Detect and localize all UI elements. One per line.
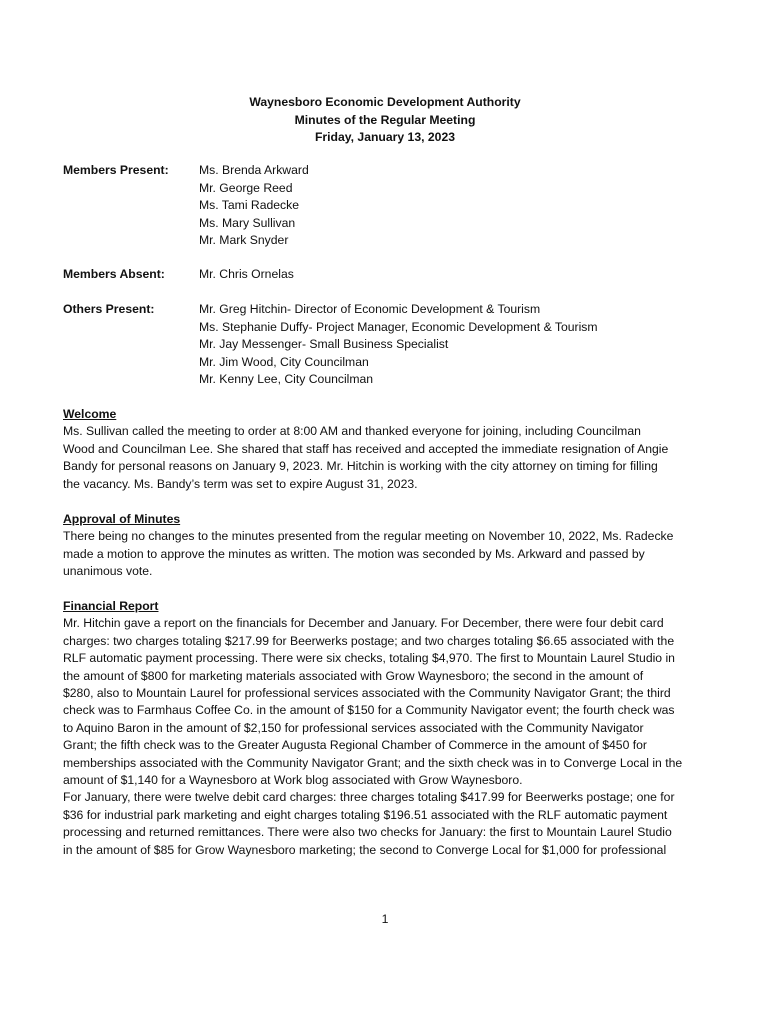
- attendee-name: Mr. Jay Messenger- Small Business Specialist: [199, 337, 449, 351]
- financial-heading: Financial Report: [63, 599, 159, 613]
- paragraph-line: processing and returned remittances. There were also two checks for January: the first to Mountain Laurel Studio: [63, 825, 672, 840]
- member-name: Mr. George Reed: [199, 180, 293, 195]
- paragraph-line: the amount of $800 for marketing materials associated with Grow Waynesboro; the second in the amount of: [63, 668, 644, 683]
- paragraph-line: Grant; the fifth check was to the Greater Augusta Regional Chamber of Commerce in the amount of $450 for: [63, 738, 647, 753]
- members-absent-label: Members Absent:: [63, 267, 165, 281]
- paragraph-line: Bandy for personal reasons on January 9, 2023. Mr. Hitchin is working with the city attorney on timing for filling: [63, 459, 658, 474]
- others-present-list: [199, 301, 598, 389]
- member-name: Ms. Tami Radecke: [199, 198, 300, 212]
- paragraph-line: the vacancy. Ms. Bandy’s term was set to expire August 31, 2023.: [63, 476, 418, 491]
- organization-name: Waynesboro Economic Development Authority: [249, 95, 521, 109]
- welcome-section: [63, 406, 711, 493]
- attendee-name: Ms. Stephanie Duffy- Project Manager, Economic Development & Tourism: [199, 319, 598, 334]
- paragraph-line: check was to Farmhaus Coffee Co. in the amount of $150 for a Community Navigator event; the fourth check was: [63, 703, 675, 718]
- paragraph-line: Wood and Councilman Lee. She shared that staff has received and accepted the immediate resignation of Angie: [63, 441, 669, 456]
- paragraph-line: $36 for industrial park marketing and eight charges totaling $196.51 associated with the RLF automatic payment: [63, 807, 668, 822]
- document-title: Minutes of the Regular Meeting: [294, 112, 476, 127]
- paragraph-line: Mr. Hitchin gave a report on the financials for December and January. For December, there were four debit card: [63, 616, 664, 631]
- document-header: [0, 94, 770, 147]
- attendee-name: Mr. Kenny Lee, City Councilman: [199, 372, 374, 386]
- financial-report-section: [63, 598, 711, 859]
- paragraph-line: There being no changes to the minutes presented from the regular meeting on November 10, 2022, Ms. Radecke: [63, 529, 674, 544]
- paragraph-line: amount of $1,140 for a Waynesboro at Work blog associated with Grow Waynesboro.: [63, 773, 523, 788]
- paragraph-line: $280, also to Mountain Laurel for professional services associated with the Community Navigator Grant; the third: [63, 686, 671, 701]
- paragraph-line: in the amount of $85 for Grow Waynesboro marketing; the second to Converge Local for $1,000 for professional: [63, 842, 667, 857]
- members-present-label: Members Present:: [63, 163, 169, 177]
- approval-heading: Approval of Minutes: [63, 512, 181, 526]
- members-present-list: [199, 162, 309, 250]
- paragraph-line: to Aquino Baron in the amount of $2,150 for professional services associated with the Community Navigator: [63, 720, 644, 735]
- member-name: Mr. Chris Ornelas: [199, 267, 294, 281]
- others-present-label: Others Present:: [63, 302, 155, 316]
- paragraph-line: memberships associated with the Community Navigator Grant; and the sixth check was in to Converge Local in the: [63, 755, 683, 770]
- member-name: Ms. Brenda Arkward: [199, 163, 309, 177]
- welcome-heading: Welcome: [63, 407, 117, 421]
- attendee-name: Mr. Jim Wood, City Councilman: [199, 354, 369, 369]
- paragraph-line: RLF automatic payment processing. There were six checks, totaling $4,970. The first to Mountain Laurel Studio in: [63, 651, 675, 666]
- member-name: Mr. Mark Snyder: [199, 233, 289, 247]
- attendee-name: Mr. Greg Hitchin- Director of Economic Development & Tourism: [199, 302, 541, 316]
- paragraph-line: Ms. Sullivan called the meeting to order at 8:00 AM and thanked everyone for joining, including Councilman: [63, 424, 641, 439]
- meeting-date: Friday, January 13, 2023: [314, 130, 455, 144]
- paragraph-line: unanimous vote.: [63, 564, 153, 579]
- paragraph-line: For January, there were twelve debit card charges: three charges totaling $417.99 for Beerwerks postage; one for: [63, 790, 675, 805]
- member-name: Ms. Mary Sullivan: [199, 215, 296, 230]
- members-absent-list: [199, 266, 294, 284]
- page-number: 1: [381, 912, 389, 926]
- paragraph-line: charges: two charges totaling $217.99 for Beerwerks postage; and two charges totaling $6.65 associated with the: [63, 633, 675, 648]
- approval-of-minutes-section: [63, 511, 711, 581]
- paragraph-line: made a motion to approve the minutes as written. The motion was seconded by Ms. Arkward and passed by: [63, 546, 645, 561]
